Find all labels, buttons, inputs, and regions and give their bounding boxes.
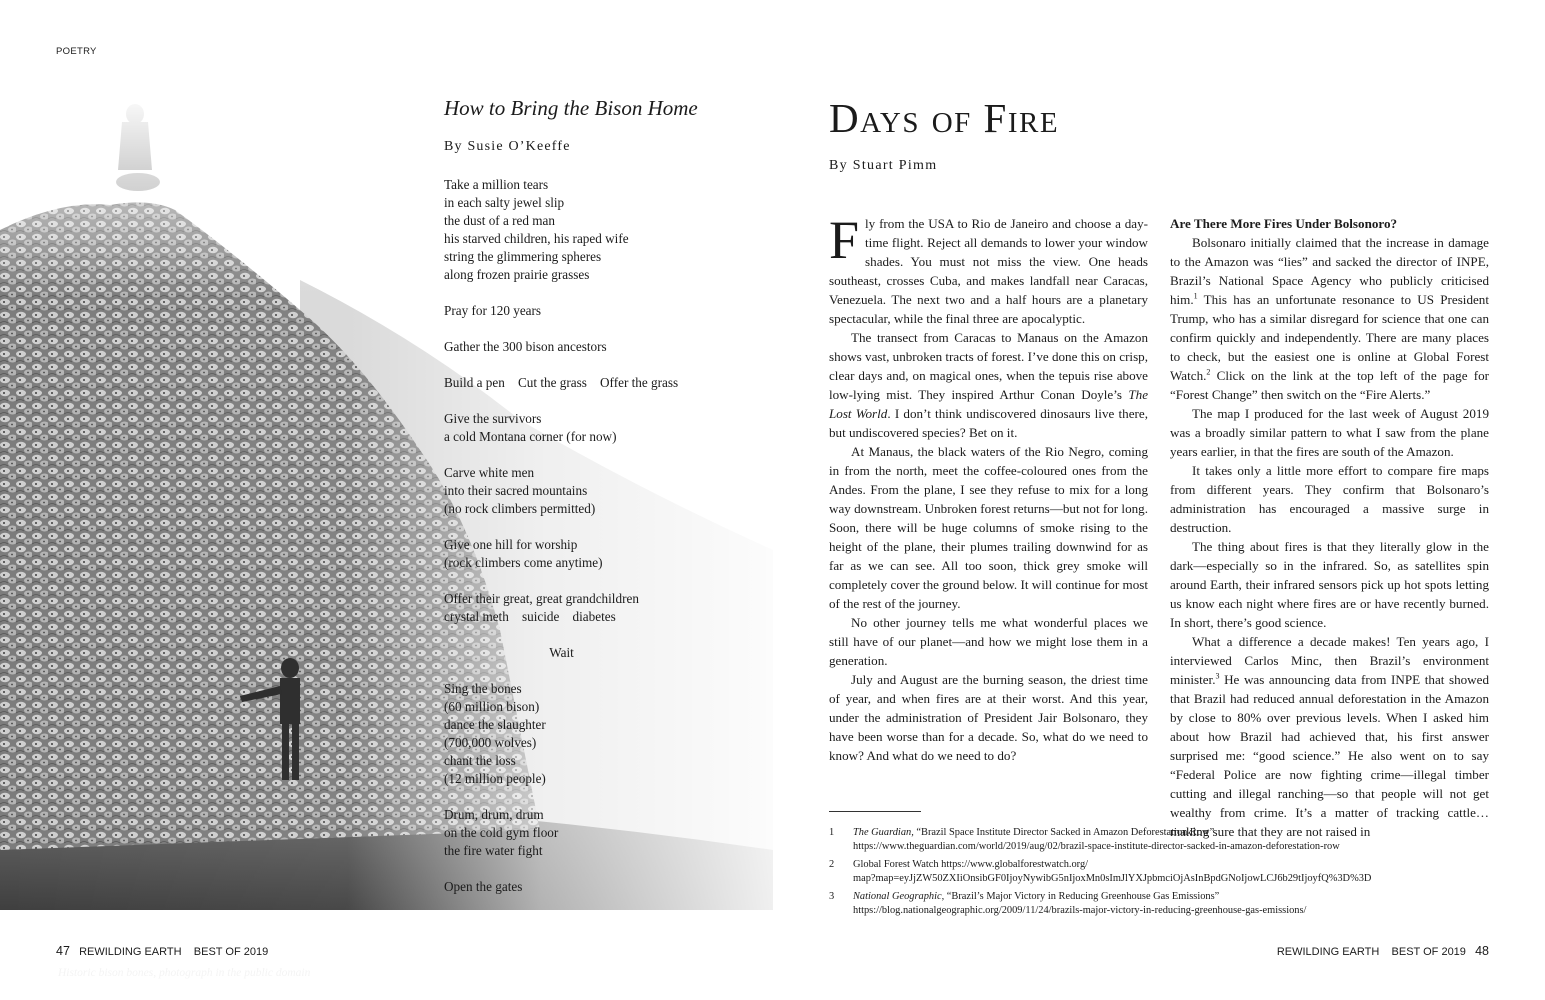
poem-line: chant the loss [444,753,516,768]
photo-caption: Historic bison bones, photograph in the public domain [58,967,311,979]
poem-stanza [444,878,764,896]
footnote-link[interactable]: map?map=eyJjZW50ZXIiOnsibGF0IjoyNywibG5nIjoxMn0sImJlYXJpbmciOjAsInBpdGNoIjowLCJ6b29tIjoyfQ%3D%3D [853,873,1372,885]
poem-line: his starved children, his raped wife [444,231,629,246]
page-number: 48 [1475,944,1489,958]
footnotes [829,826,1519,921]
poem-line: crystal meth suicide diabetes [444,609,616,624]
footnote-link[interactable]: https://www.theguardian.com/world/2019/aug/02/brazil-space-institute-director-sacked-in-amazon-deforestation-row [853,841,1340,853]
poem-line: Pray for 120 years [444,303,542,318]
poem-line: a cold Montana corner (for now) [444,429,617,444]
poem-line: Carve white men [444,465,535,480]
paragraph: The map I produced for the last week of August 2019 was a broadly similar pattern to what I saw from the plane years earlier, in that the fires are south of the Amazon. [1170,406,1489,459]
poem-stanza [444,806,764,860]
poem-line: Drum, drum, drum [444,807,544,822]
poem-line: Sing the bones [444,681,522,696]
paragraph: No other journey tells me what wonderful places we still have of our planet—and how we might lose them in a generation. [829,615,1148,668]
magazine-name: REWILDING EARTH [79,946,182,958]
footnote: 3 National Geographic, “Brazil’s Major Victory in Reducing Greenhouse Gas Emissions” https://blog.nationalgeographic.org/2009/11/24/brazils-major-victory-in-reducing-greenhouse-gas-emissions/ [829,890,1519,919]
poem-line: the fire water fight [444,843,543,858]
footnote-divider [829,811,921,812]
poem-line: Offer their great, great grandchildren [444,591,639,606]
paragraph: At Manaus, the black waters of the Rio Negro, coming in from the north, meet the coffee-coloured ones from the Andes. From the plane, I see they refuse to mix for a long way downstream. Unbroken forest returns—but not for long. Soon, there will be huge columns of smoke rising to the height of the plane, their plumes trailing downwind for as far as we can see. All too soon, thick grey smoke will completely cover the ground below. It will continue for most of the rest of the journey. [829,444,1148,611]
poem-line: (no rock climbers permitted) [444,501,596,516]
paragraph: It takes only a little more effort to compare fire maps from different years. They confirm that Bolsonaro’s administration has encouraged a massive surge in destruction. [1170,463,1489,535]
article-title: Days of Fire [829,95,1060,141]
poem-line: Give the survivors [444,411,542,426]
page-number: 47 [56,944,70,958]
poem-line: Gather the 300 bison ancestors [444,339,607,354]
paragraph: Bolsonaro initially claimed that the increase in damage to the Amazon was “lies” and sacked the director of INPE, Brazil’s National Space Agency who publicly criticised him.$^1$ This has an unfortunate resonance to US President Trump, who has a similar disregard for science that one can confirm quickly and independently. There are many places to check, but the easiest one is online at Global Forest Watch.$^2$ Click on the link at the top left of the page for “Forest Change” then switch on the “Fire Alerts.” [1170,235,1489,402]
poem-line: on the cold gym floor [444,825,559,840]
poem-line: in each salty jewel slip [444,195,565,210]
poem-line: (700,000 wolves) [444,735,537,750]
paragraph: The thing about fires is that they literally glow in the dark—especially so in the infrared. So, as satellites spin around Earth, their infrared sensors pick up hot spots letting us know each night where fires are or have recently burned. In short, there’s good science. [1170,539,1489,630]
poem-line: (rock climbers come anytime) [444,555,603,570]
folio-left [56,944,268,958]
magazine-name: REWILDING EARTH [1276,946,1380,958]
poem-line: along frozen prairie grasses [444,267,590,282]
paragraph: The transect from Caracas to Manaus on the Amazon shows vast, unbroken tracts of forest. I’ve done this on crisp, clear days and, on magical ones, when the tepuis rise above low-lying mist. They inspired Arthur Conan Doyle’s The Lost World. I don’t think undiscovered dinosaurs live there, but undiscovered species? Bet on it. [829,330,1148,440]
subheading: Are There More Fires Under Bolsonoro? [1170,216,1398,231]
poem-stanza [444,338,764,356]
poem-stanza [444,680,764,788]
poem-stanza [444,644,679,662]
paragraph: What a difference a decade makes! Ten years ago, I interviewed Carlos Minc, then Brazil’s environment minister.$^3$ He was announcing data from INPE that showed that Brazil had reduced annual deforestation in the Amazon by close to 80% over previous levels. When I asked him about how Brazil had achieved that, his first answer surprised me: “good science.” He also went on to say “Federal Police are now fighting crime—illegal timber cutting and illegal ranching—so that people will not get wealthy from crime. It’s a matter of tracking cattle… making sure that they are not raised in [1170,634,1489,839]
poem-line: string the glimmering spheres [444,249,602,264]
issue-name: BEST OF 2019 [1391,946,1466,958]
poem-line: Wait [549,645,574,660]
footnote: 2 Global Forest Watch https://www.globalforestwatch.org/ map?map=eyJjZW50ZXIiOnsibGF0IjoyNywibG5nIjoxMn0sImJlYXJpbmciOjAsInBpdGNoIjowLCJ6b29tIjoyfQ%3D%3D [829,858,1519,887]
poem-line: Open the gates [444,879,523,894]
section-label: POETRY [56,46,97,57]
poem-line: the dust of a red man [444,213,555,228]
poem-stanza [444,176,764,284]
article-author: By Stuart Pimm [829,158,938,173]
issue-name: BEST OF 2019 [193,946,269,958]
poem-line: (12 million people) [444,771,546,786]
folio-right [1277,944,1489,958]
poem-line: Build a pen Cut the grass Offer the grass [444,375,679,390]
poem-stanza [444,410,764,446]
poem-stanza [444,464,764,518]
article-column-1 [829,210,1148,765]
footnote-link[interactable]: Global Forest Watch https://www.globalforestwatch.org/ [853,858,1089,870]
poem-line: (60 million bison) [444,699,540,714]
drop-cap: F [829,210,860,270]
poem-line: Take a million tears [444,177,549,192]
poem-line: dance the slaughter [444,717,546,732]
poem-stanza [444,374,764,392]
poem-author: By Susie O’Keeffe [444,139,571,154]
footnote-link[interactable]: https://blog.nationalgeographic.org/2009/11/24/brazils-major-victory-in-reducing-greenhouse-gas-emissions/ [853,905,1307,917]
poem-stanza [444,536,764,572]
poem-stanza [444,302,764,320]
poem-line: into their sacred mountains [444,483,588,498]
footnote: 1 The Guardian, “Brazil Space Institute Director Sacked in Amazon Deforestation Row” https://www.theguardian.com/world/2019/aug/02/brazil-space-institute-director-sacked-in-amazon-deforestation-row [829,826,1519,855]
article-column-2 [1170,214,1489,841]
paragraph: Fly from the USA to Rio de Janeiro and choose a day-time flight. Reject all demands to lower your window shades. You must not miss the view. One heads southeast, crosses Cuba, and makes landfall near Caracas, Venezuela. The next two and a half hours are a planetary spectacular, while the final three are apocalyptic. [829,210,1148,326]
poem-stanza [444,590,764,626]
poem-body [444,176,764,914]
poem-title: How to Bring the Bison Home [444,96,698,120]
paragraph: July and August are the burning season, the driest time of year, and when fires are at their worst. And this year, under the administration of President Jair Bolsonaro, they have been worse than for a decade. So, what do we need to know? And what do we need to do? [829,672,1148,763]
poem-line: Give one hill for worship [444,537,578,552]
